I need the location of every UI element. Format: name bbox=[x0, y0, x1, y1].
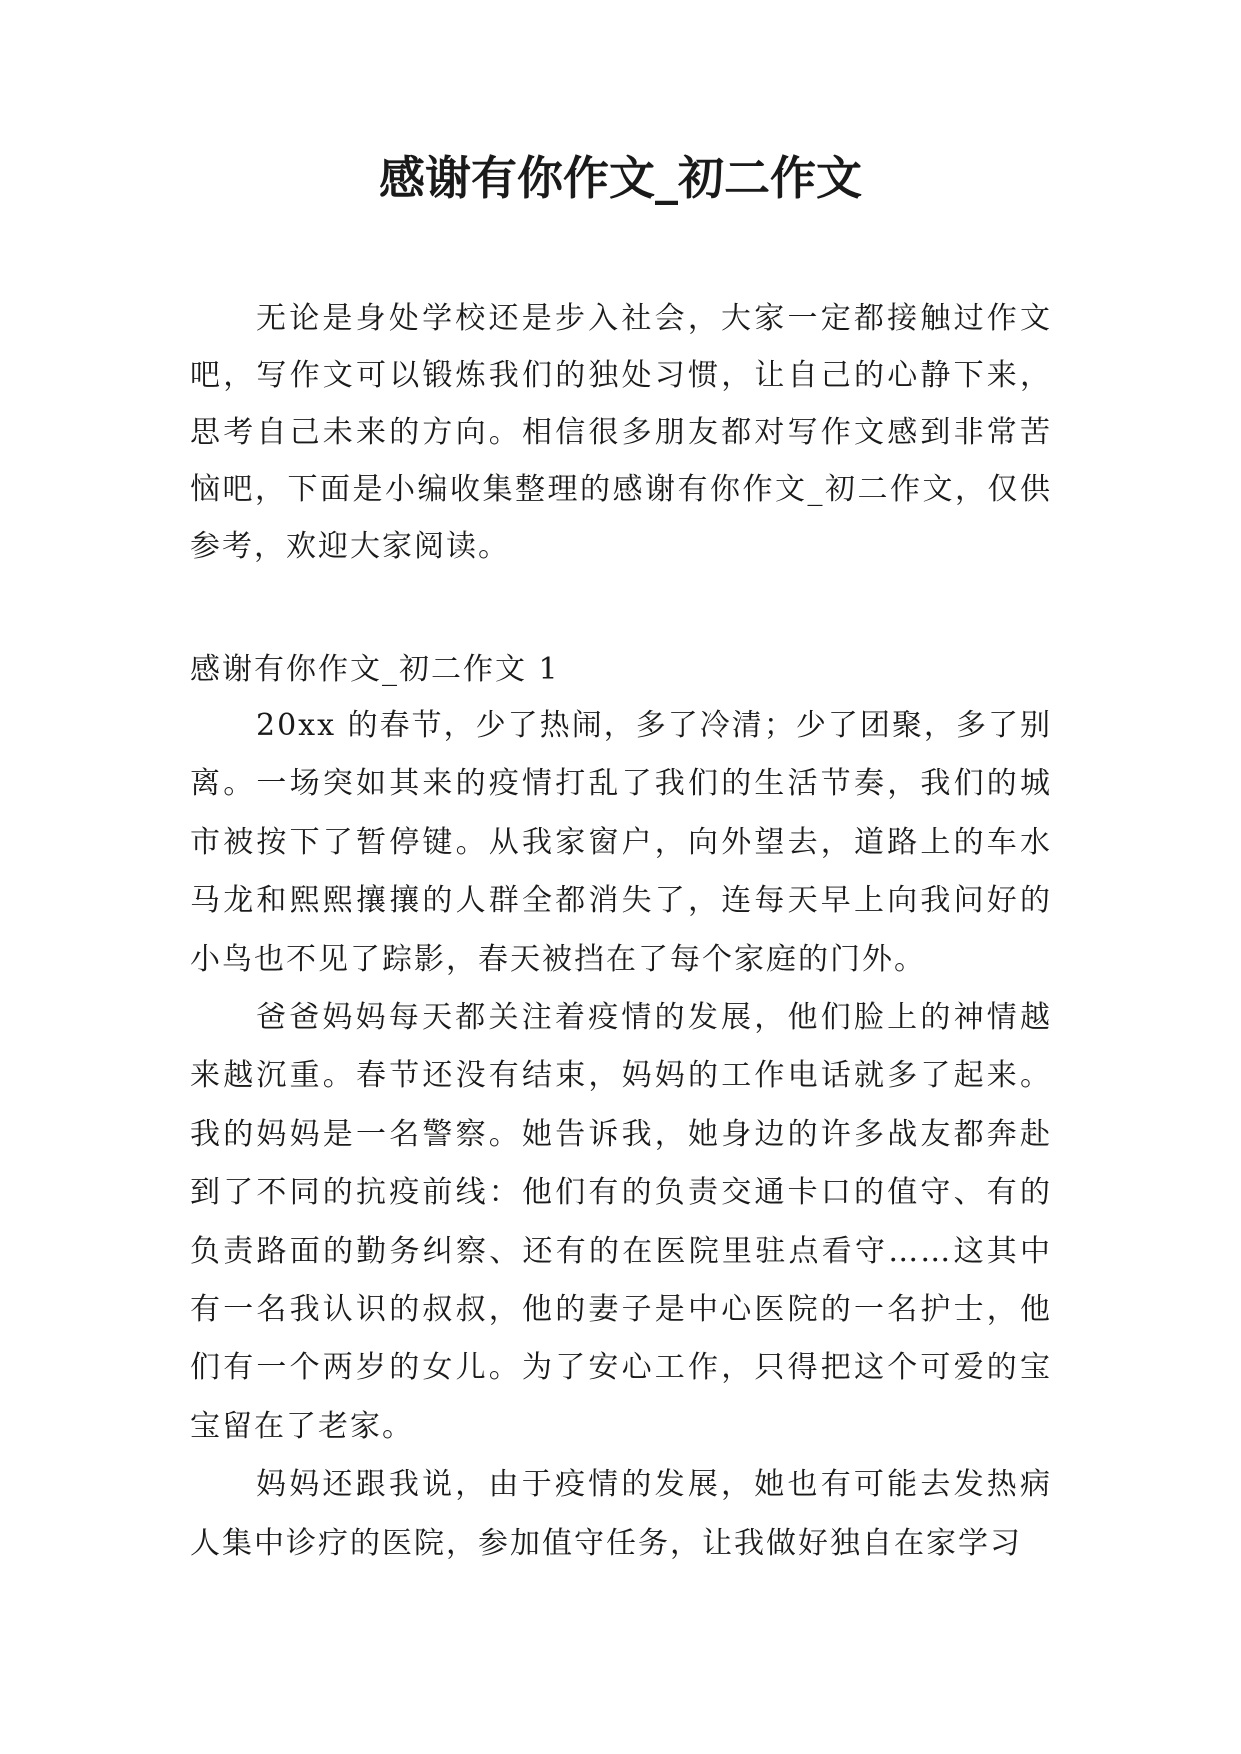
article-paragraph: 妈妈还跟我说，由于疫情的发展，她也有可能去发热病人集中诊疗的医院，参加值守任务，让我做好独自在家学习 bbox=[190, 1467, 1052, 1561]
section-heading: 感谢有你作文_初二作文 1 bbox=[190, 652, 560, 687]
document-title: 感谢有你作文_初二作文 bbox=[379, 151, 862, 205]
article-paragraph: 20xx 的春节，少了热闹，多了冷清；少了团聚，多了别离。一场突如其来的疫情打乱了我们的生活节奏，我们的城市被按下了暂停键。从我家窗户，向外望去，道路上的车水马龙和熙熙攘攘的人群全都消失了，连每天早上向我问好的小鸟也不见了踪影，春天被挡在了每个家庭的门外。 bbox=[190, 708, 1052, 977]
article-body bbox=[190, 697, 1052, 1573]
intro-paragraph: 无论是身处学校还是步入社会，大家一定都接触过作文吧，写作文可以锻炼我们的独处习惯，让自己的心静下来，思考自己未来的方向。相信很多朋友都对写作文感到非常苦恼吧，下面是小编收集整理的感谢有你作文_初二作文，仅供参考，欢迎大家阅读。 bbox=[190, 301, 1052, 564]
article-paragraph: 爸爸妈妈每天都关注着疫情的发展，他们脸上的神情越来越沉重。春节还没有结束，妈妈的工作电话就多了起来。我的妈妈是一名警察。她告诉我，她身边的许多战友都奔赴到了不同的抗疫前线：他们有的负责交通卡口的值守、有的负责路面的勤务纠察、还有的在医院里驻点看守……这其中有一名我认识的叔叔，他的妻子是中心医院的一名护士，他们有一个两岁的女儿。为了安心工作，只得把这个可爱的宝宝留在了老家。 bbox=[190, 1000, 1052, 1444]
